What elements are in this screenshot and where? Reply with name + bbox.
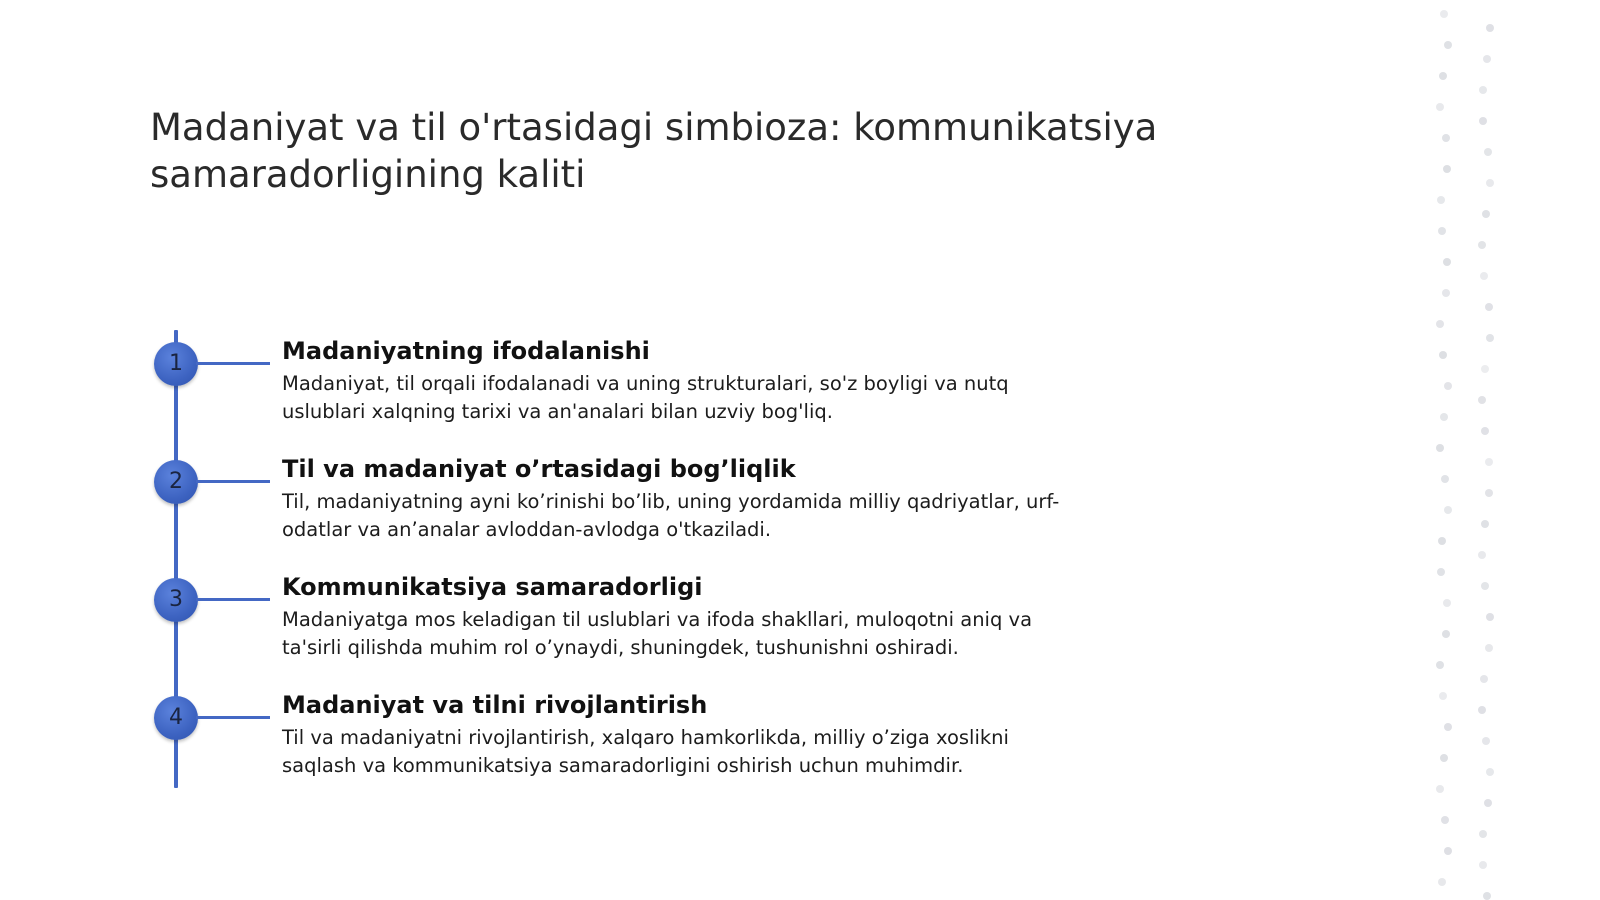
decorative-dot — [1436, 785, 1444, 793]
decorative-dot — [1485, 644, 1493, 652]
decorative-dot — [1444, 41, 1452, 49]
decorative-dot — [1479, 830, 1487, 838]
timeline-step-4 — [0, 686, 1200, 796]
timeline-step-3 — [0, 568, 1200, 678]
decorative-dot — [1479, 86, 1487, 94]
decorative-dot — [1481, 582, 1489, 590]
decorative-dot — [1438, 227, 1446, 235]
decorative-dot — [1485, 489, 1493, 497]
timeline-step-2 — [0, 450, 1200, 560]
decorative-dot — [1437, 196, 1445, 204]
decorative-dot — [1486, 334, 1494, 342]
decorative-dot — [1483, 55, 1491, 63]
decorative-dot — [1442, 289, 1450, 297]
slide-title: Madaniyat va til o'rtasidagi simbioza: kommunikatsiya samaradorligining kaliti — [150, 106, 1158, 196]
step-connector — [196, 598, 270, 601]
step-connector — [196, 716, 270, 719]
decorative-dot — [1485, 458, 1493, 466]
decorative-dot — [1479, 117, 1487, 125]
decorative-dot — [1478, 241, 1486, 249]
step-connector — [196, 480, 270, 483]
decorative-dot — [1480, 675, 1488, 683]
decorative-dot — [1478, 396, 1486, 404]
step-number-badge: 4 — [154, 696, 198, 740]
decorative-dot — [1482, 737, 1490, 745]
step-connector — [196, 362, 270, 365]
decorative-dot — [1442, 134, 1450, 142]
decorative-dot — [1441, 816, 1449, 824]
decorative-dot — [1481, 520, 1489, 528]
decorative-dot — [1438, 878, 1446, 886]
timeline-step-1 — [0, 332, 1200, 442]
step-description: Madaniyat, til orqali ifodalanadi va uning strukturalari, so'z boyligi va nutq uslublari xalqning tarixi va an'analari bilan uzviy bog'liq. — [282, 372, 1009, 423]
decorative-dot — [1439, 692, 1447, 700]
step-number-badge: 1 — [154, 342, 198, 386]
decorative-dot — [1443, 258, 1451, 266]
decorative-dot — [1444, 506, 1452, 514]
decorative-dot — [1481, 427, 1489, 435]
step-heading: Kommunikatsiya samaradorligi — [282, 573, 703, 601]
decorative-dot — [1478, 551, 1486, 559]
decorative-dot — [1479, 861, 1487, 869]
decorative-dot — [1436, 661, 1444, 669]
decorative-dot — [1444, 382, 1452, 390]
decorative-dot — [1442, 630, 1450, 638]
decorative-dot — [1437, 568, 1445, 576]
decorative-dot-pattern — [1420, 0, 1500, 899]
step-number-badge: 3 — [154, 578, 198, 622]
decorative-dot — [1443, 599, 1451, 607]
decorative-dot — [1440, 413, 1448, 421]
step-description: Madaniyatga mos keladigan til uslublari va ifoda shakllari, muloqotni aniq va ta'sirli qilishda muhim rol o’ynaydi, shuningdek, tushunishni oshiradi. — [282, 608, 1033, 659]
decorative-dot — [1486, 613, 1494, 621]
step-description: Til, madaniyatning ayni ko’rinishi bo’lib, uning yordamida milliy qadriyatlar, urf-odatlar va an’analar avloddan-avlodga o'tkaziladi. — [282, 490, 1060, 541]
decorative-dot — [1481, 365, 1489, 373]
decorative-dot — [1439, 351, 1447, 359]
decorative-dot — [1486, 179, 1494, 187]
decorative-dot — [1436, 444, 1444, 452]
decorative-dot — [1441, 475, 1449, 483]
decorative-dot — [1436, 103, 1444, 111]
decorative-dot — [1444, 723, 1452, 731]
decorative-dot — [1440, 10, 1448, 18]
step-description: Til va madaniyatni rivojlantirish, xalqaro hamkorlikda, milliy o’ziga xoslikni saqlash va kommunikatsiya samaradorligini oshirish uchun muhimdir. — [282, 726, 1009, 777]
decorative-dot — [1484, 148, 1492, 156]
step-heading: Til va madaniyat o’rtasidagi bog’liqlik — [282, 455, 796, 483]
decorative-dot — [1480, 272, 1488, 280]
step-heading: Madaniyatning ifodalanishi — [282, 337, 650, 365]
decorative-dot — [1443, 165, 1451, 173]
decorative-dot — [1486, 768, 1494, 776]
decorative-dot — [1438, 537, 1446, 545]
decorative-dot — [1485, 303, 1493, 311]
decorative-dot — [1436, 320, 1444, 328]
decorative-dot — [1444, 847, 1452, 855]
decorative-dot — [1439, 72, 1447, 80]
step-heading: Madaniyat va tilni rivojlantirish — [282, 691, 708, 719]
decorative-dot — [1440, 754, 1448, 762]
decorative-dot — [1486, 24, 1494, 32]
decorative-dot — [1478, 706, 1486, 714]
step-number-badge: 2 — [154, 460, 198, 504]
decorative-dot — [1482, 210, 1490, 218]
decorative-dot — [1484, 799, 1492, 807]
